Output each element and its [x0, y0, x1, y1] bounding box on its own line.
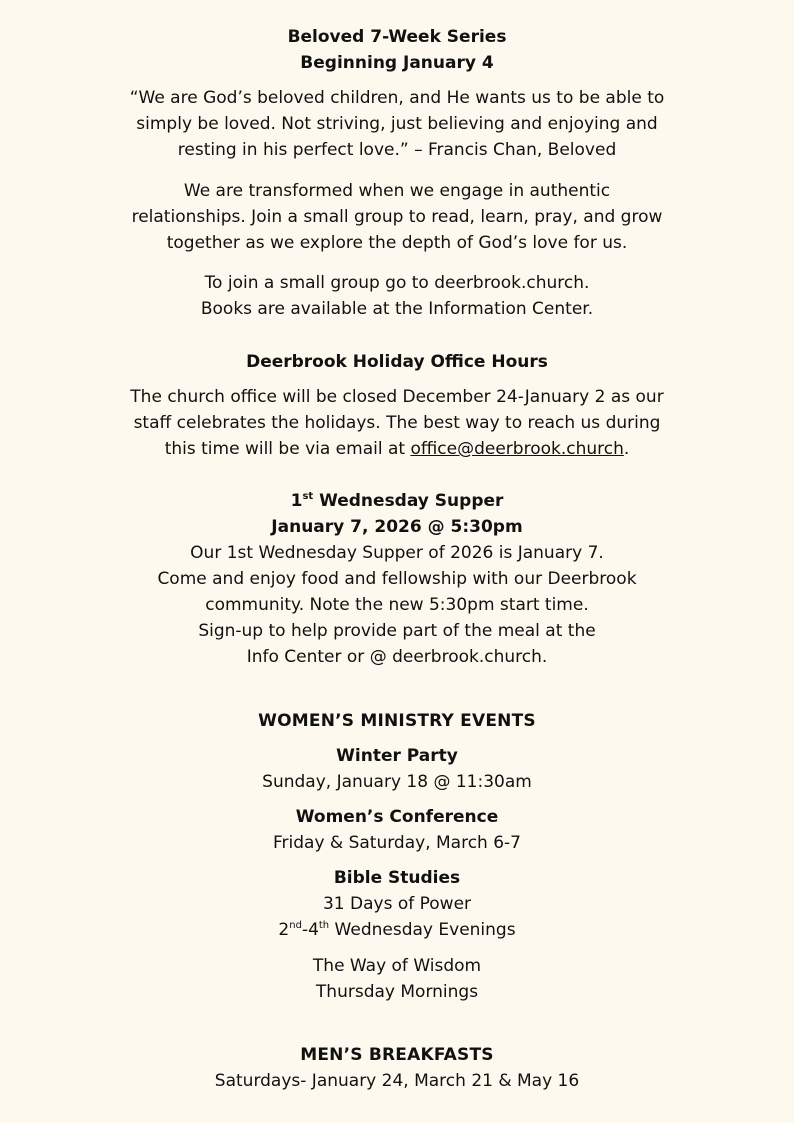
- study1-end-number: -4: [301, 920, 319, 940]
- womens-conference: [0, 804, 794, 856]
- womens-conference-date: Friday & Saturday, March 6-7: [273, 833, 521, 853]
- supper-title: [0, 488, 794, 540]
- office-hours-text: [0, 384, 794, 462]
- supper-title-number: 1: [290, 491, 303, 511]
- study1-name: 31 Days of Power: [322, 894, 472, 914]
- study1-schedule-text: Wednesday Evenings: [329, 920, 516, 940]
- office-hours-line: The church office will be closed December 24-January 2 as our: [130, 387, 664, 407]
- study2-name: The Way of Wisdom: [312, 956, 482, 976]
- office-hours-line: staff celebrates the holidays. The best way to reach us during: [133, 413, 661, 433]
- description-line: relationships. Join a small group to read, learn, pray, and grow: [131, 207, 663, 227]
- beloved-quote: [0, 85, 794, 163]
- supper-line: community. Note the new 5:30pm start time.: [205, 595, 589, 615]
- mens-breakfasts-heading: MEN’S BREAKFASTS: [300, 1045, 494, 1065]
- quote-line: resting in his perfect love.” – Francis Chan, Beloved: [177, 140, 617, 160]
- description-line: We are transformed when we engage in authentic: [183, 181, 611, 201]
- supper-line: Our 1st Wednesday Supper of 2026 is January 7.: [190, 543, 604, 563]
- winter-party-title: Winter Party: [336, 746, 458, 766]
- bible-studies: [0, 865, 794, 943]
- supper-line: Sign-up to help provide part of the meal at the: [198, 621, 596, 641]
- beloved-title: [0, 24, 794, 76]
- office-hours-title: Deerbrook Holiday Office Hours: [246, 352, 548, 372]
- bible-studies-title: Bible Studies: [333, 868, 461, 888]
- supper-date: January 7, 2026 @ 5:30pm: [271, 517, 523, 537]
- beloved-description: [0, 178, 794, 256]
- womens-ministry-heading: WOMEN’S MINISTRY EVENTS: [258, 711, 536, 731]
- study1-schedule: [0, 917, 794, 943]
- quote-line: “We are God’s beloved children, and He wants us to be able to: [129, 88, 665, 108]
- supper-details: [0, 540, 794, 670]
- beloved-join-info: [0, 270, 794, 322]
- office-hours-line3-prefix: this time will be via email at: [164, 439, 411, 459]
- supper-title-ordinal: st: [302, 491, 314, 502]
- supper-line: Info Center or @ deerbrook.church.: [246, 647, 548, 667]
- quote-line: simply be loved. Not striving, just believing and enjoying and: [136, 114, 658, 134]
- winter-party: [0, 743, 794, 795]
- mens-breakfasts-dates: Saturdays- January 24, March 21 & May 16: [214, 1071, 580, 1091]
- study1-end-ordinal: th: [318, 920, 330, 931]
- beloved-title-line1: Beloved 7-Week Series: [287, 27, 507, 47]
- study2-when: Thursday Mornings: [315, 982, 479, 1002]
- join-line: Books are available at the Information Center.: [200, 299, 594, 319]
- office-hours-line3-suffix: .: [623, 439, 630, 459]
- office-hours-line: [0, 436, 794, 462]
- study1-start-ordinal: nd: [289, 920, 302, 931]
- womens-conference-title: Women’s Conference: [295, 807, 499, 827]
- study2: [0, 953, 794, 1005]
- supper-title-text: Wednesday Supper: [313, 491, 504, 511]
- join-line: To join a small group go to deerbrook.church.: [204, 273, 590, 293]
- supper-line: Come and enjoy food and fellowship with our Deerbrook: [157, 569, 637, 589]
- beloved-title-line2: Beginning January 4: [300, 53, 494, 73]
- study1-start-number: 2: [278, 920, 290, 940]
- office-email-link[interactable]: office@deerbrook.church: [410, 439, 624, 459]
- description-line: together as we explore the depth of God’s love for us.: [166, 233, 628, 253]
- winter-party-date: Sunday, January 18 @ 11:30am: [262, 772, 532, 792]
